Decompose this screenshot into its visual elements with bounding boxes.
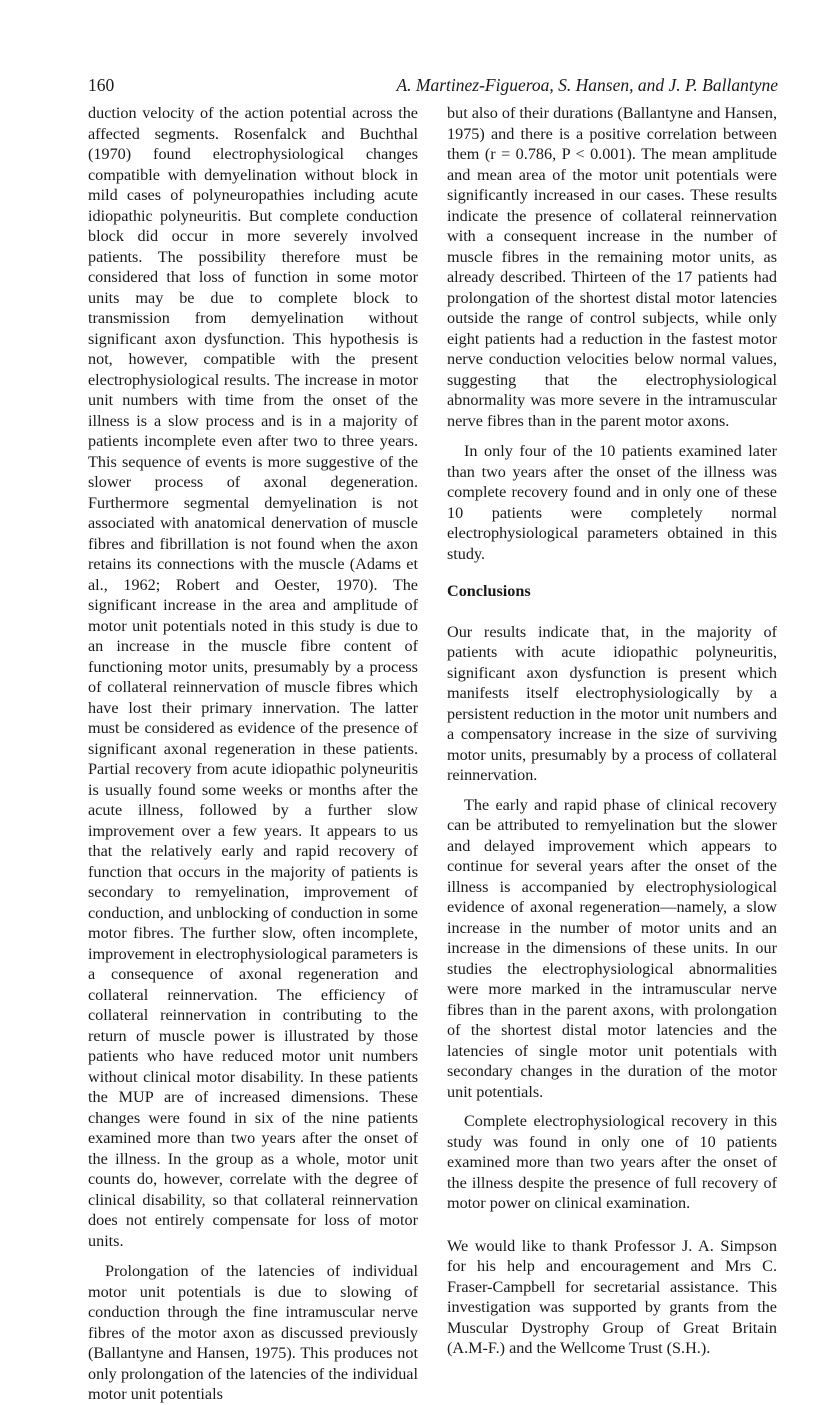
body-paragraph: Our results indicate that, in the majority of patients with acute idiopathic polyneuritis, significant axon dysfunction is present which manifests itself electrophysiologically by a persistent reduction in the motor unit numbers and a compensatory increase in the size of surviving motor units, presumably by a process of collateral reinnervation. (447, 622, 777, 784)
body-paragraph: Prolongation of the latencies of individual motor unit potentials is due to slowing of conduction through the fine intramuscular nerve fibres of the motor axon as discussed previously (Ballantyne and Hansen, 1975). This produces not only prolongation of the latencies of the individual motor unit potentials (88, 1262, 418, 1403)
right-column (447, 103, 777, 1359)
page-number: 160 (88, 75, 115, 95)
acknowledgements: We would like to thank Professor J. A. Simpson for his help and encouragement and Mrs C. Fraser-Campbell for secretarial assistance. This investigation was supported by grants from the Muscular Dystrophy Group of Great Britain (A.M-F.) and the Wellcome Trust (S.H.). (447, 1236, 777, 1357)
running-head-authors: A. Martinez-Figueroa, S. Hansen, and J. P. Ballantyne (396, 75, 778, 95)
page-header (88, 74, 778, 96)
body-paragraph: but also of their durations (Ballantyne and Hansen, 1975) and there is a positive correlation between them (r = 0.786, P < 0.001). The mean amplitude and mean area of the motor unit potentials were significantly increased in our cases. These results indicate the presence of collateral reinnervation with a consequent increase in the number of muscle fibres in the remaining motor units, as already described. Thirteen of the 17 patients had prolongation of the shortest distal motor latencies outside the range of control subjects, while only eight patients had a reduction in the fastest motor nerve conduction velocities below normal values, suggesting that the electrophysiological abnormality was more severe in the intramuscular nerve fibres than in the parent motor axons. (447, 104, 777, 430)
body-paragraph: Complete electrophysiological recovery in this study was found in only one of 10 patients examined more than two years after the onset of the illness despite the presence of full recovery of motor power on clinical examination. (447, 1112, 777, 1212)
section-heading-conclusions: Conclusions (447, 582, 531, 600)
body-paragraph: duction velocity of the action potential across the affected segments. Rosenfalck and Buchthal (1970) found electrophysiological changes compatible with demyelination without block in mild cases of polyneuropathies including acute idiopathic polyneuritis. But complete conduction block did occur in more severely involved patients. The possibility therefore must be considered that loss of function in some motor units may be due to complete block to transmission from demyelination without significant axon dysfunction. This hypothesis is not, however, compatible with the present electrophysiological results. The increase in motor unit numbers with time from the onset of the illness is a slow process and is in a majority of patients incomplete even after two to three years. This sequence of events is more suggestive of the slower process of axonal degeneration. Furthermore segmental demyelination is not associated with anatomical denervation of muscle fibres and fibrillation is not found when the axon retains its connections with the muscle (Adams et al., 1962; Robert and Oester, 1970). The significant increase in the area and amplitude of motor unit potentials noted in this study is due to an increase in the muscle fibre content of functioning motor units, presumably by a process of collateral reinnervation of muscle fibres which have lost their primary innervation. The latter must be considered as evidence of the presence of significant axonal regeneration in these patients. Partial recovery from acute idiopathic polyneuritis is usually found some weeks or months after the acute illness, followed by a further slow improvement over a few years. It appears to us that the relatively early and rapid recovery of function that occurs in the majority of patients is secondary to remyelination, improvement of conduction, and unblocking of conduction in some motor fibres. The further slow, often incomplete, improvement in electrophysiological parameters is a consequence of axonal regeneration and collateral reinnervation. The efficiency of collateral reinnervation in contributing to the return of muscle power is illustrated by those patients who have reduced motor unit numbers without clinical motor disability. In these patients the MUP are of increased dimensions. These changes were found in six of the nine patients examined more than two years after the onset of the illness. In the group as a whole, motor unit counts do, however, correlate with the degree of clinical disability, so that collateral reinnervation does not entirely compensate for loss of motor units. (88, 104, 418, 1250)
left-column (88, 103, 418, 1405)
body-paragraph: In only four of the 10 patients examined later than two years after the onset of the illness was complete recovery found and in only one of these 10 patients were completely normal electrophysiological parameters obtained in this study. (447, 442, 777, 563)
body-paragraph: The early and rapid phase of clinical recovery can be attributed to remyelination but the slower and delayed improvement which appears to continue for several years after the onset of the illness is accompanied by electrophysiological evidence of axonal regeneration—namely, a slow increase in the number of motor units and an increase in the dimensions of these units. In our studies the electrophysiological abnormalities were more marked in the intramuscular nerve fibres than in the parent axons, with prolongation of the shortest distal motor latencies and the latencies of single motor unit potentials with secondary changes in the duration of the motor unit potentials. (447, 795, 777, 1101)
